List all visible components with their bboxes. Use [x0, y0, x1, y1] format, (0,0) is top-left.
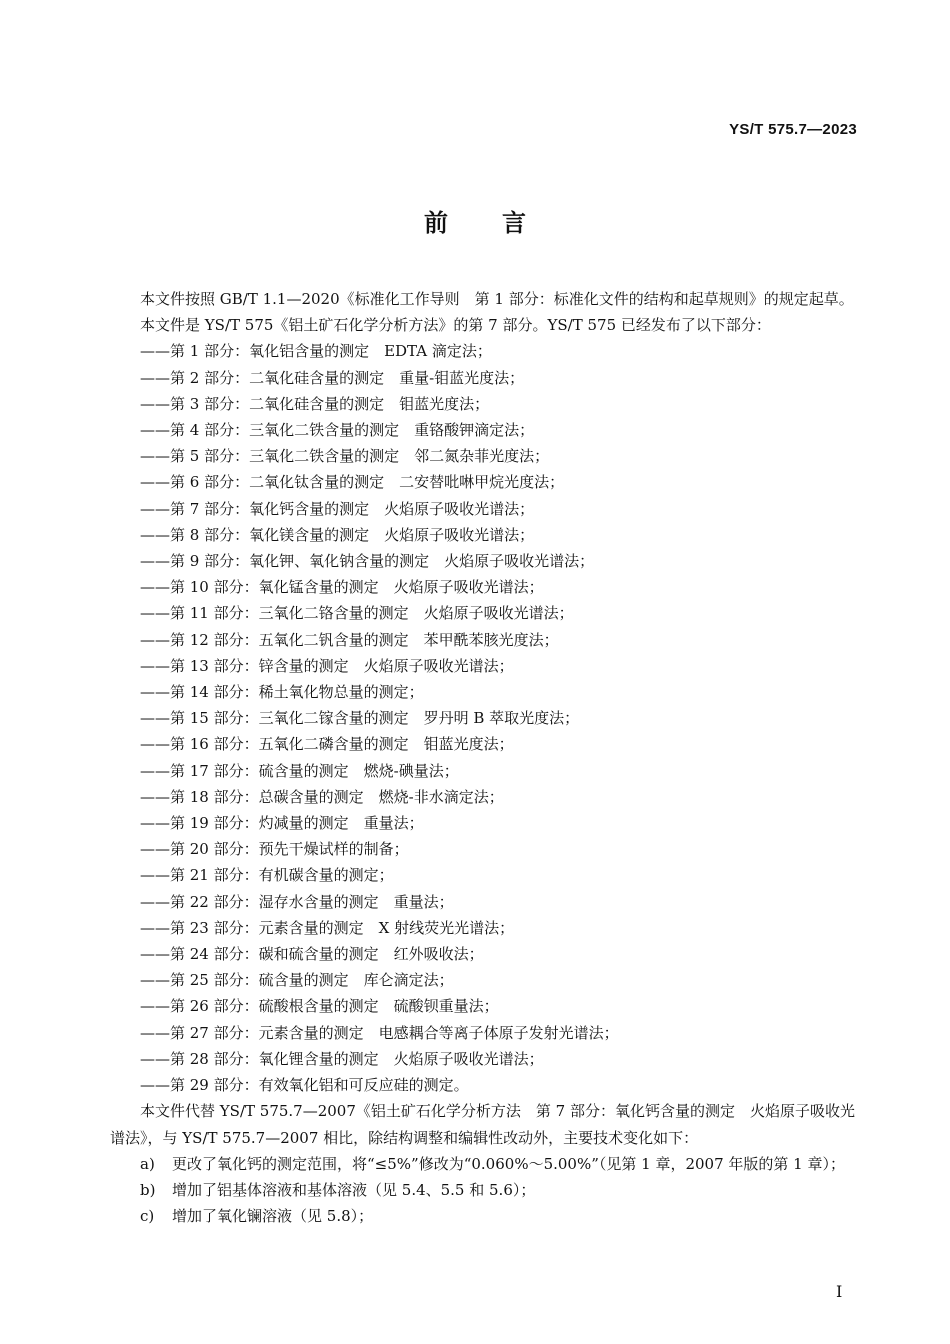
list-item: ——第 12 部分：五氧化二钒含量的测定 苯甲酰苯胲光度法； — [140, 630, 559, 649]
replace-paragraph: 本文件代替 YS/T 575.7—2007《铝土矿石化学分析方法 第 7 部分：氧化钙含量的测定 火焰原子吸收光谱法》，与 YS/T 575.7—2007 相比，除结构调整和编辑性改动外，主要技术变化如下： — [110, 1102, 855, 1147]
document-code: YS/T 575.7—2023 — [729, 121, 857, 138]
list-item: ——第 22 部分：湿存水含量的测定 重量法； — [140, 892, 454, 911]
list-item: ——第 29 部分：有效氧化铝和可反应硅的测定。 — [140, 1076, 469, 1095]
change-marker: c) — [140, 1207, 155, 1226]
list-item: ——第 26 部分：硫酸根含量的测定 硫酸钡重量法； — [140, 997, 499, 1016]
change-item-b — [110, 1177, 860, 1203]
intro-paragraph-2: 本文件是 YS/T 575《铝土矿石化学分析方法》的第 7 部分。YS/T 575 已经发布了以下部分： — [140, 316, 771, 335]
list-item: ——第 14 部分：稀土氧化物总量的测定； — [140, 683, 424, 702]
page-title: 前言 — [424, 209, 580, 237]
list-item: ——第 19 部分：灼减量的测定 重量法； — [140, 814, 424, 833]
list-item: ——第 21 部分：有机碳含量的测定； — [140, 866, 394, 885]
intro-paragraph-1: 本文件按照 GB/T 1.1—2020《标准化工作导则 第 1 部分：标准化文件的结构和起草规则》的规定起草。 — [140, 290, 854, 308]
list-item: ——第 3 部分：二氧化硅含量的测定 钼蓝光度法； — [140, 394, 490, 413]
change-marker: a) — [140, 1154, 155, 1173]
list-item: ——第 7 部分：氧化钙含量的测定 火焰原子吸收光谱法； — [140, 499, 535, 518]
parts-list — [110, 338, 860, 1098]
main-content — [110, 286, 860, 1229]
list-item: ——第 13 部分：锌含量的测定 火焰原子吸收光谱法； — [140, 656, 514, 675]
change-item-a — [110, 1151, 860, 1177]
change-text: 增加了氧化镧溶液（见 5.8）； — [172, 1207, 374, 1226]
list-item: ——第 4 部分：三氧化二铁含量的测定 重铬酸钾滴定法； — [140, 421, 535, 440]
list-item: ——第 11 部分：三氧化二铬含量的测定 火焰原子吸收光谱法； — [140, 604, 574, 623]
list-item: ——第 25 部分：硫含量的测定 库仑滴定法； — [140, 971, 454, 990]
list-item: ——第 28 部分：氧化锂含量的测定 火焰原子吸收光谱法； — [140, 1049, 544, 1068]
change-marker: b) — [140, 1180, 156, 1199]
list-item: ——第 2 部分：二氧化硅含量的测定 重量-钼蓝光度法； — [140, 368, 525, 387]
list-item: ——第 10 部分：氧化锰含量的测定 火焰原子吸收光谱法； — [140, 578, 544, 597]
change-text: 增加了铝基体溶液和基体溶液（见 5.4、5.5 和 5.6）； — [172, 1180, 536, 1199]
changes-list — [110, 1151, 860, 1230]
list-item: ——第 18 部分：总碳含量的测定 燃烧-非水滴定法； — [140, 787, 504, 806]
list-item: ——第 8 部分：氧化镁含量的测定 火焰原子吸收光谱法； — [140, 525, 535, 544]
list-item: ——第 23 部分：元素含量的测定 X 射线荧光光谱法； — [140, 918, 515, 937]
list-item: ——第 16 部分：五氧化二磷含量的测定 钼蓝光度法； — [140, 735, 514, 754]
list-item: ——第 6 部分：二氧化钛含量的测定 二安替吡啉甲烷光度法； — [140, 473, 565, 492]
list-item: ——第 15 部分：三氧化二镓含量的测定 罗丹明 B 萃取光度法； — [140, 709, 580, 728]
list-item: ——第 27 部分：元素含量的测定 电感耦合等离子体原子发射光谱法； — [140, 1023, 619, 1042]
list-item: ——第 9 部分：氧化钾、氧化钠含量的测定 火焰原子吸收光谱法； — [140, 552, 595, 571]
list-item: ——第 1 部分：氧化铝含量的测定 EDTA 滴定法； — [140, 342, 492, 361]
change-text: 更改了氧化钙的测定范围，将“≤5%”修改为“0.060%～5.00%”（见第 1 章，2007 年版的第 1 章）； — [172, 1154, 845, 1173]
list-item: ——第 5 部分：三氧化二铁含量的测定 邻二氮杂菲光度法； — [140, 447, 550, 466]
page-number: I — [836, 1282, 843, 1301]
list-item: ——第 17 部分：硫含量的测定 燃烧-碘量法； — [140, 761, 459, 780]
list-item: ——第 24 部分：碳和硫含量的测定 红外吸收法； — [140, 945, 484, 964]
change-item-c — [110, 1203, 860, 1229]
list-item: ——第 20 部分：预先干燥试样的制备； — [140, 840, 409, 859]
